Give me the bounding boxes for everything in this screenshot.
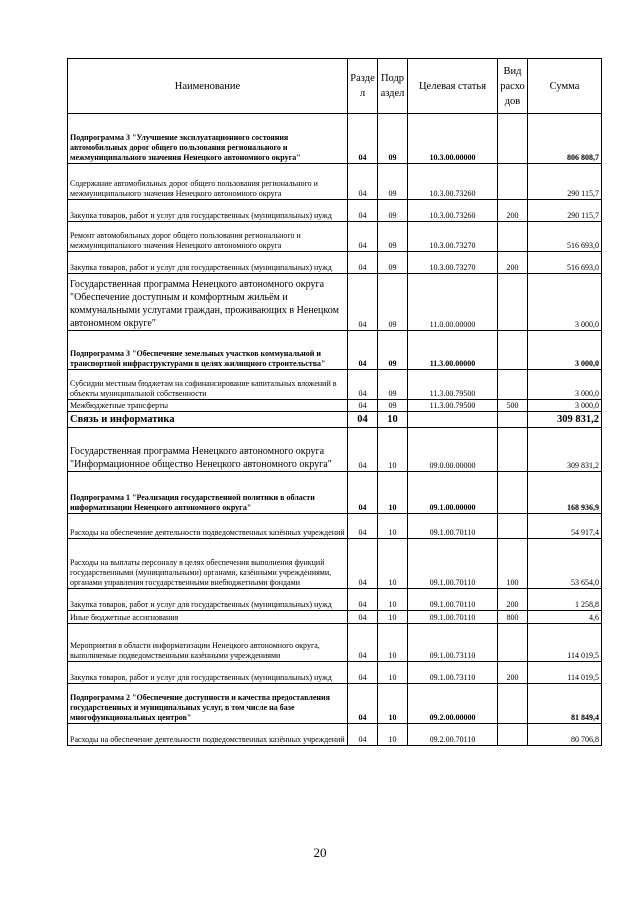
- row-kind-cell: [498, 724, 528, 746]
- header-kind: Вид расхо дов: [498, 59, 528, 114]
- row-subsection-cell: 10: [378, 514, 408, 539]
- row-amount-cell: 3 000,0: [528, 400, 602, 412]
- row-target-cell: 11.3.00.79500: [408, 400, 498, 412]
- row-amount-cell: 4,6: [528, 611, 602, 624]
- row-subsection-cell: 09: [378, 331, 408, 370]
- row-amount-cell: 516 693,0: [528, 252, 602, 274]
- row-section-cell: 04: [348, 164, 378, 200]
- header-section: Разде л: [348, 59, 378, 114]
- row-section-cell: 04: [348, 624, 378, 662]
- row-subsection-cell: 09: [378, 274, 408, 331]
- table-row: [68, 400, 602, 412]
- row-subsection-cell: 09: [378, 200, 408, 222]
- row-subsection-cell: 09: [378, 252, 408, 274]
- row-section-cell: 04: [348, 611, 378, 624]
- table-row: [68, 412, 602, 428]
- row-kind-cell: 200: [498, 589, 528, 611]
- row-subsection-cell: 10: [378, 428, 408, 472]
- row-subsection-cell: 09: [378, 370, 408, 400]
- header-name: Наименование: [68, 59, 348, 114]
- row-target-cell: 09.1.00.70110: [408, 514, 498, 539]
- row-subsection-cell: 10: [378, 539, 408, 589]
- row-section-cell: 04: [348, 514, 378, 539]
- row-section-cell: 04: [348, 400, 378, 412]
- table-row: [68, 662, 602, 684]
- row-subsection-cell: 10: [378, 611, 408, 624]
- row-kind-cell: 800: [498, 611, 528, 624]
- row-kind-cell: [498, 514, 528, 539]
- row-target-cell: 09.1.00.73110: [408, 624, 498, 662]
- page-number: 20: [313, 845, 327, 860]
- row-kind-cell: [498, 331, 528, 370]
- row-section-cell: 04: [348, 589, 378, 611]
- row-subsection-cell: 10: [378, 684, 408, 724]
- table-row: [68, 200, 602, 222]
- row-name-cell: Мероприятия в области информатизации Ненецкого автономного округа, выполняемые подведомственными казёнными учреждениями: [68, 624, 348, 662]
- row-amount-cell: 516 693,0: [528, 222, 602, 252]
- row-kind-cell: [498, 472, 528, 514]
- row-kind-cell: [498, 114, 528, 164]
- row-amount-cell: 3 000,0: [528, 370, 602, 400]
- row-kind-cell: [498, 164, 528, 200]
- row-name-cell: Закупка товаров, работ и услуг для государственных (муниципальных) нужд: [68, 252, 348, 274]
- row-target-cell: 09.1.00.73110: [408, 662, 498, 684]
- row-name-cell: Межбюджетные трансферты: [68, 400, 348, 412]
- row-kind-cell: 500: [498, 400, 528, 412]
- row-subsection-cell: 10: [378, 472, 408, 514]
- row-name-cell: Государственная программа Ненецкого автономного округа "Информационное общество Ненецкого автономного округа": [68, 428, 348, 472]
- row-subsection-cell: 09: [378, 222, 408, 252]
- row-target-cell: 09.1.00.00000: [408, 472, 498, 514]
- row-section-cell: 04: [348, 724, 378, 746]
- row-amount-cell: 80 706,8: [528, 724, 602, 746]
- row-name-cell: Подпрограмма 1 "Реализация государственной политики в области информатизации Ненецкого автономного округа": [68, 472, 348, 514]
- row-subsection-cell: 09: [378, 114, 408, 164]
- row-kind-cell: [498, 412, 528, 428]
- row-kind-cell: 200: [498, 662, 528, 684]
- row-subsection-cell: 09: [378, 400, 408, 412]
- row-section-cell: 04: [348, 114, 378, 164]
- row-target-cell: 10.3.00.73270: [408, 222, 498, 252]
- row-kind-cell: [498, 370, 528, 400]
- row-subsection-cell: 10: [378, 724, 408, 746]
- table-row: [68, 274, 602, 331]
- row-target-cell: 11.3.00.79500: [408, 370, 498, 400]
- row-amount-cell: 3 000,0: [528, 274, 602, 331]
- row-name-cell: Содержание автомобильных дорог общего пользования регионального и межмуниципального значения Ненецкого автономного округа: [68, 164, 348, 200]
- row-section-cell: 04: [348, 331, 378, 370]
- table-row: [68, 252, 602, 274]
- row-section-cell: 04: [348, 222, 378, 252]
- row-amount-cell: 114 019,5: [528, 662, 602, 684]
- row-amount-cell: 53 654,0: [528, 539, 602, 589]
- row-kind-cell: 200: [498, 252, 528, 274]
- row-amount-cell: 114 019,5: [528, 624, 602, 662]
- row-name-cell: Закупка товаров, работ и услуг для государственных (муниципальных) нужд: [68, 589, 348, 611]
- row-name-cell: Закупка товаров, работ и услуг для государственных (муниципальных) нужд: [68, 200, 348, 222]
- row-section-cell: 04: [348, 662, 378, 684]
- row-amount-cell: 168 936,9: [528, 472, 602, 514]
- row-target-cell: 09.1.00.70110: [408, 539, 498, 589]
- row-name-cell: Иные бюджетные ассигнования: [68, 611, 348, 624]
- row-name-cell: Расходы на выплаты персоналу в целях обеспечения выполнения функций государственными (муниципальными) органами, казёнными учреждениями, органами управления государственными внебюджетными фондами: [68, 539, 348, 589]
- row-kind-cell: [498, 428, 528, 472]
- table-row: [68, 724, 602, 746]
- row-target-cell: 10.3.00.73260: [408, 200, 498, 222]
- row-target-cell: [408, 412, 498, 428]
- row-section-cell: 04: [348, 428, 378, 472]
- row-subsection-cell: 10: [378, 412, 408, 428]
- row-name-cell: Подпрограмма 3 "Улучшение эксплуатационного состояния автомобильных дорог общего пользования регионального и межмуниципального значения Ненецкого автономного округа": [68, 114, 348, 164]
- row-name-cell: Субсидии местным бюджетам на софинансирование капитальных вложений в объекты муниципальной собственности: [68, 370, 348, 400]
- table-row: [68, 611, 602, 624]
- table-body: [68, 114, 602, 746]
- row-section-cell: 04: [348, 274, 378, 331]
- row-kind-cell: [498, 274, 528, 331]
- table-row: [68, 624, 602, 662]
- table-row: [68, 684, 602, 724]
- row-section-cell: 04: [348, 684, 378, 724]
- row-name-cell: Закупка товаров, работ и услуг для государственных (муниципальных) нужд: [68, 662, 348, 684]
- row-target-cell: 10.3.00.73270: [408, 252, 498, 274]
- row-name-cell: Государственная программа Ненецкого автономного округа "Обеспечение доступным и комфортным жильём и коммунальными услугами граждан, проживающих в Ненецком автономном округе": [68, 274, 348, 331]
- row-kind-cell: 100: [498, 539, 528, 589]
- row-section-cell: 04: [348, 200, 378, 222]
- row-amount-cell: 806 808,7: [528, 114, 602, 164]
- table-row: [68, 472, 602, 514]
- row-target-cell: 10.3.00.00000: [408, 114, 498, 164]
- row-name-cell: Ремонт автомобильных дорог общего пользования регионального и межмуниципального значения Ненецкого автономного округа: [68, 222, 348, 252]
- row-amount-cell: 54 917,4: [528, 514, 602, 539]
- row-kind-cell: [498, 624, 528, 662]
- row-amount-cell: 81 849,4: [528, 684, 602, 724]
- table-row: [68, 428, 602, 472]
- row-amount-cell: 3 000,0: [528, 331, 602, 370]
- row-subsection-cell: 09: [378, 164, 408, 200]
- row-target-cell: 10.3.00.73260: [408, 164, 498, 200]
- row-section-cell: 04: [348, 412, 378, 428]
- row-amount-cell: 309 831,2: [528, 428, 602, 472]
- row-subsection-cell: 10: [378, 662, 408, 684]
- row-subsection-cell: 10: [378, 589, 408, 611]
- row-name-cell: Расходы на обеспечение деятельности подведомственных казённых учреждений: [68, 514, 348, 539]
- row-kind-cell: [498, 684, 528, 724]
- header-subsection: Подр аздел: [378, 59, 408, 114]
- row-amount-cell: 290 115,7: [528, 164, 602, 200]
- table-row: [68, 539, 602, 589]
- table-row: [68, 331, 602, 370]
- row-amount-cell: 1 258,8: [528, 589, 602, 611]
- row-name-cell: Расходы на обеспечение деятельности подведомственных казённых учреждений: [68, 724, 348, 746]
- header-amount: Сумма: [528, 59, 602, 114]
- row-target-cell: 09.1.00.70110: [408, 589, 498, 611]
- table-row: [68, 222, 602, 252]
- row-amount-cell: 290 115,7: [528, 200, 602, 222]
- row-section-cell: 04: [348, 252, 378, 274]
- table-row: [68, 514, 602, 539]
- row-name-cell: Подпрограмма 2 "Обеспечение доступности и качества предоставления государственных и муниципальных услуг, в том числе на базе многофункциональных центров": [68, 684, 348, 724]
- row-kind-cell: 200: [498, 200, 528, 222]
- row-name-cell: Подпрограмма 3 "Обеспечение земельных участков коммунальной и транспортной инфраструктурами в целях жилищного строительства": [68, 331, 348, 370]
- budget-table: [67, 58, 602, 746]
- row-target-cell: 11.0.00.00000: [408, 274, 498, 331]
- row-subsection-cell: 10: [378, 624, 408, 662]
- table-row: [68, 164, 602, 200]
- header-target: Целевая статья: [408, 59, 498, 114]
- row-name-cell: Связь и информатика: [68, 412, 348, 428]
- row-target-cell: 09.0.00.00000: [408, 428, 498, 472]
- row-target-cell: 11.3.00.00000: [408, 331, 498, 370]
- row-section-cell: 04: [348, 370, 378, 400]
- row-section-cell: 04: [348, 472, 378, 514]
- table-row: [68, 114, 602, 164]
- row-section-cell: 04: [348, 539, 378, 589]
- table-header-row: [68, 59, 602, 114]
- row-target-cell: 09.1.00.70110: [408, 611, 498, 624]
- row-target-cell: 09.2.00.70110: [408, 724, 498, 746]
- row-kind-cell: [498, 222, 528, 252]
- row-target-cell: 09.2.00.00000: [408, 684, 498, 724]
- table-row: [68, 589, 602, 611]
- table-row: [68, 370, 602, 400]
- row-amount-cell: 309 831,2: [528, 412, 602, 428]
